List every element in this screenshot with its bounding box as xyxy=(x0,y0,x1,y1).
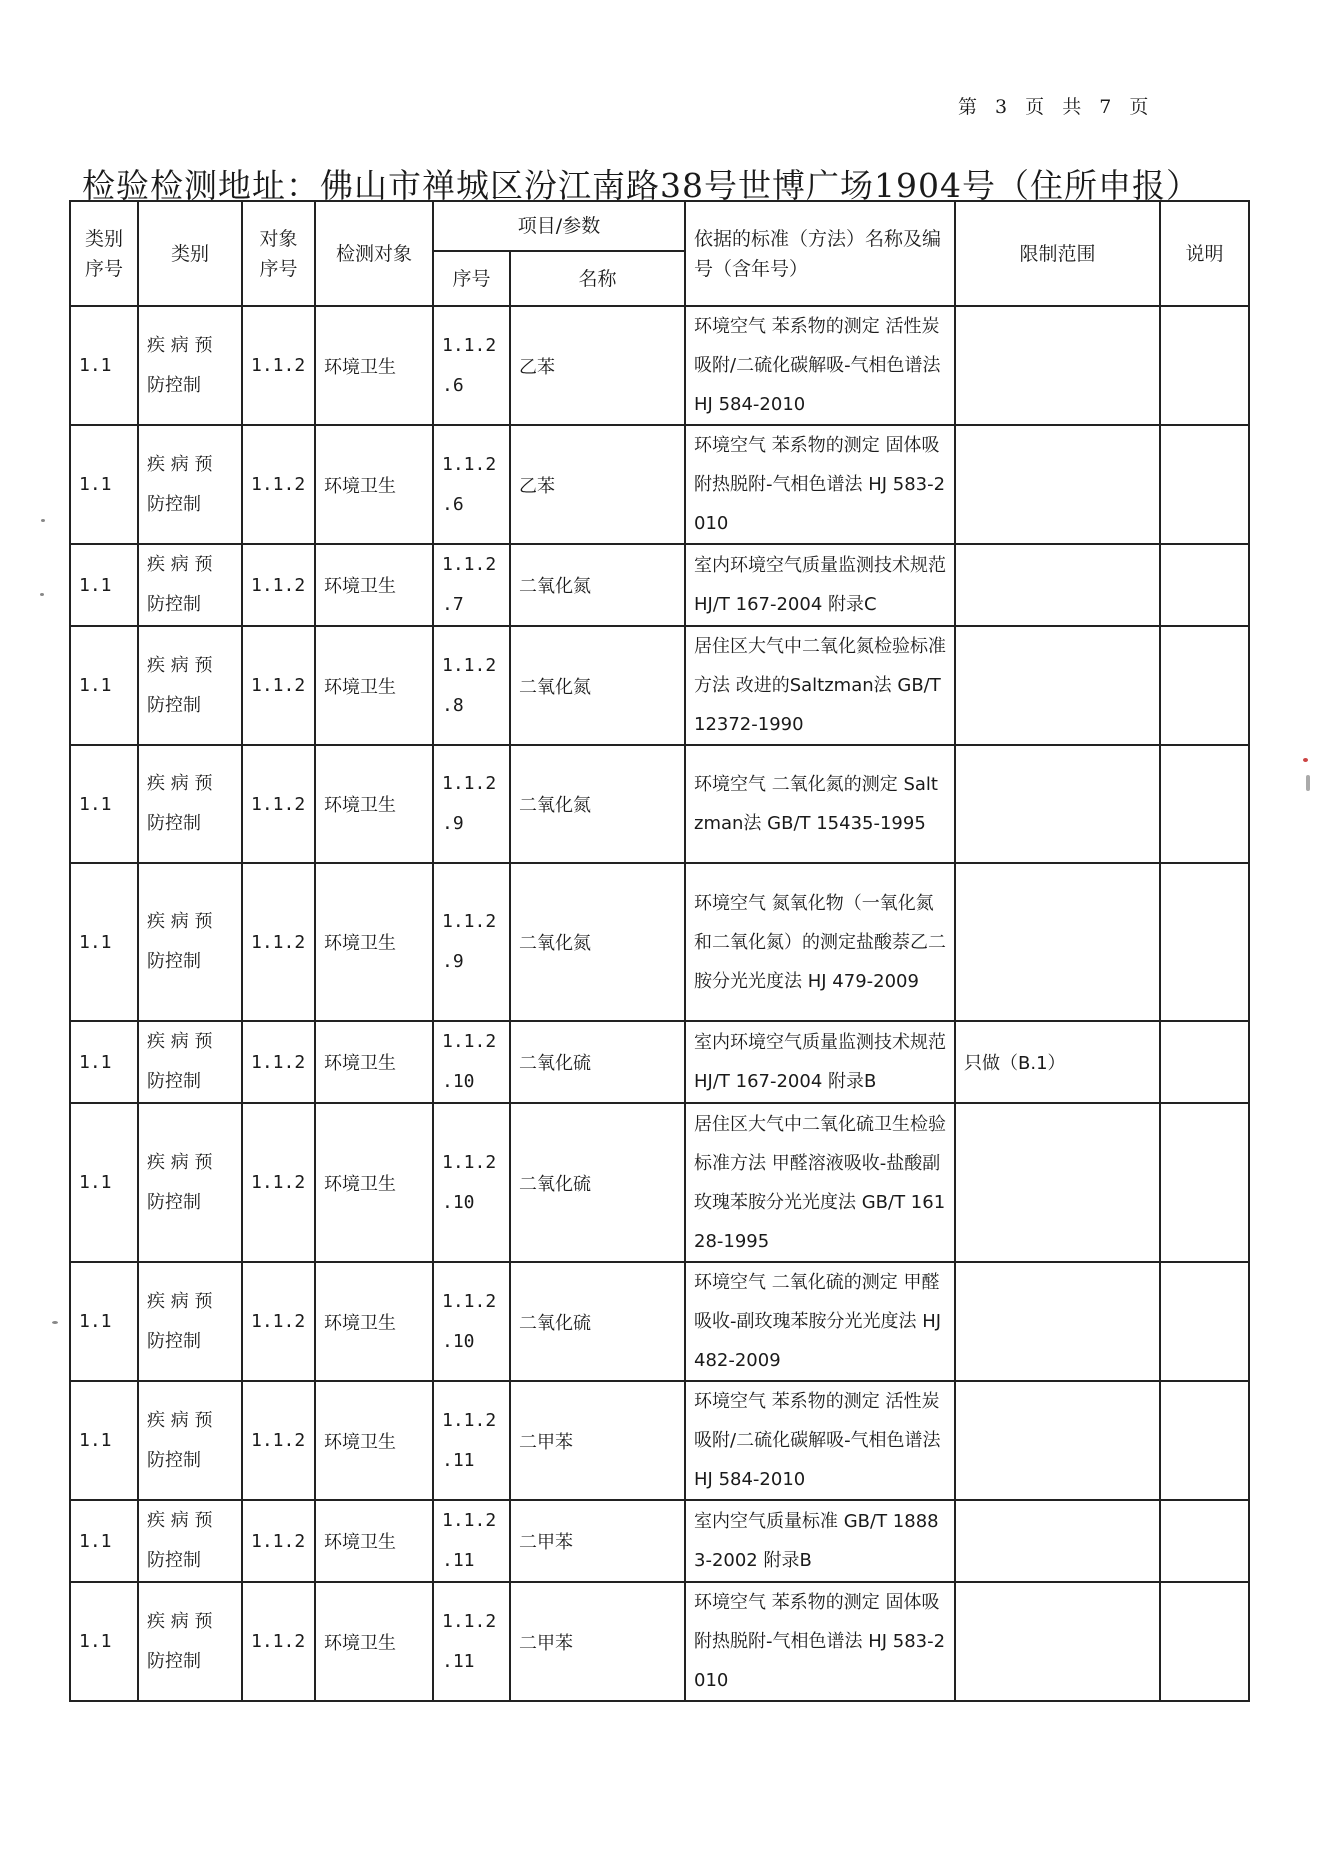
cell-name: 二氧化氮 xyxy=(510,626,685,745)
cell-object: 环境卫生 xyxy=(315,544,433,626)
cell-limit xyxy=(955,1262,1160,1381)
cell-category-no: 1.1 xyxy=(70,425,138,544)
cell-category-no: 1.1 xyxy=(70,1262,138,1381)
cell-standard: 室内环境空气质量监测技术规范 HJ/T 167-2004 附录C xyxy=(685,544,955,626)
page-title: 检验检测地址：佛山市禅城区汾江南路38号世博广场1904号（住所申报） xyxy=(82,166,1200,205)
header-limit: 限制范围 xyxy=(955,201,1160,306)
cell-category-no: 1.1 xyxy=(70,1381,138,1500)
cell-note xyxy=(1160,1582,1249,1701)
cell-seq: 1.1.2 .11 xyxy=(433,1500,510,1582)
table-row xyxy=(70,306,1249,425)
cell-limit xyxy=(955,306,1160,425)
cell-note xyxy=(1160,544,1249,626)
cell-object-no: 1.1.2 xyxy=(242,544,315,626)
cell-object: 环境卫生 xyxy=(315,1021,433,1103)
header-object-no: 对象序号 xyxy=(242,201,315,306)
cell-standard: 居住区大气中二氧化硫卫生检验标准方法 甲醛溶液吸收-盐酸副玫瑰苯胺分光光度法 GB/T 16128-1995 xyxy=(685,1103,955,1262)
scan-speck xyxy=(40,593,44,596)
table-row xyxy=(70,745,1249,863)
header-name: 名称 xyxy=(510,251,685,306)
cell-object-no: 1.1.2 xyxy=(242,1021,315,1103)
cell-object-no: 1.1.2 xyxy=(242,306,315,425)
cell-object-no: 1.1.2 xyxy=(242,1103,315,1262)
header-note: 说明 xyxy=(1160,201,1249,306)
cell-standard: 室内环境空气质量监测技术规范 HJ/T 167-2004 附录B xyxy=(685,1021,955,1103)
cell-object: 环境卫生 xyxy=(315,1103,433,1262)
table-row xyxy=(70,1582,1249,1701)
table-row xyxy=(70,1021,1249,1103)
cell-note xyxy=(1160,425,1249,544)
cell-category-no: 1.1 xyxy=(70,626,138,745)
cell-name: 二氧化硫 xyxy=(510,1103,685,1262)
scan-speck xyxy=(1306,775,1310,791)
table-row xyxy=(70,1381,1249,1500)
cell-category: 疾 病 预 防控制 xyxy=(138,1500,242,1582)
cell-category: 疾 病 预 防控制 xyxy=(138,863,242,1021)
cell-category: 疾 病 预 防控制 xyxy=(138,1103,242,1262)
cell-category-no: 1.1 xyxy=(70,544,138,626)
cell-note xyxy=(1160,626,1249,745)
cell-note xyxy=(1160,306,1249,425)
cell-category: 疾 病 预 防控制 xyxy=(138,1021,242,1103)
cell-seq: 1.1.2 .9 xyxy=(433,863,510,1021)
cell-category-no: 1.1 xyxy=(70,1582,138,1701)
cell-limit xyxy=(955,425,1160,544)
header-seq: 序号 xyxy=(433,251,510,306)
cell-object: 环境卫生 xyxy=(315,1582,433,1701)
cell-name: 二氧化氮 xyxy=(510,745,685,863)
cell-name: 二甲苯 xyxy=(510,1582,685,1701)
cell-note xyxy=(1160,745,1249,863)
cell-object-no: 1.1.2 xyxy=(242,425,315,544)
cell-category: 疾 病 预 防控制 xyxy=(138,544,242,626)
header-category: 类别 xyxy=(138,201,242,306)
scan-speck xyxy=(1303,758,1308,762)
table-row xyxy=(70,544,1249,626)
cell-category-no: 1.1 xyxy=(70,1021,138,1103)
cell-category: 疾 病 预 防控制 xyxy=(138,1381,242,1500)
cell-name: 二氧化氮 xyxy=(510,544,685,626)
cell-object-no: 1.1.2 xyxy=(242,863,315,1021)
cell-object: 环境卫生 xyxy=(315,863,433,1021)
cell-name: 二甲苯 xyxy=(510,1500,685,1582)
cell-seq: 1.1.2 .11 xyxy=(433,1582,510,1701)
cell-note xyxy=(1160,863,1249,1021)
header-standard: 依据的标准（方法）名称及编号（含年号） xyxy=(685,201,955,306)
cell-seq: 1.1.2 .6 xyxy=(433,425,510,544)
cell-standard: 环境空气 苯系物的测定 固体吸附热脱附-气相色谱法 HJ 583-2010 xyxy=(685,1582,955,1701)
table-row xyxy=(70,1500,1249,1582)
cell-category-no: 1.1 xyxy=(70,1103,138,1262)
cell-name: 二氧化硫 xyxy=(510,1262,685,1381)
cell-category: 疾 病 预 防控制 xyxy=(138,745,242,863)
cell-object-no: 1.1.2 xyxy=(242,1381,315,1500)
cell-limit xyxy=(955,863,1160,1021)
cell-object-no: 1.1.2 xyxy=(242,626,315,745)
cell-name: 乙苯 xyxy=(510,425,685,544)
cell-seq: 1.1.2 .10 xyxy=(433,1103,510,1262)
cell-object: 环境卫生 xyxy=(315,1262,433,1381)
cell-object: 环境卫生 xyxy=(315,425,433,544)
cell-object-no: 1.1.2 xyxy=(242,1582,315,1701)
cell-category: 疾 病 预 防控制 xyxy=(138,1582,242,1701)
cell-name: 乙苯 xyxy=(510,306,685,425)
cell-limit: 只做（B.1） xyxy=(955,1021,1160,1103)
cell-limit xyxy=(955,1500,1160,1582)
cell-object: 环境卫生 xyxy=(315,1500,433,1582)
cell-name: 二氧化硫 xyxy=(510,1021,685,1103)
cell-category: 疾 病 预 防控制 xyxy=(138,626,242,745)
table-row xyxy=(70,1103,1249,1262)
cell-limit xyxy=(955,1381,1160,1500)
cell-limit xyxy=(955,745,1160,863)
header-item-param: 项目/参数 xyxy=(433,201,685,251)
cell-object: 环境卫生 xyxy=(315,745,433,863)
cell-note xyxy=(1160,1381,1249,1500)
header-object: 检测对象 xyxy=(315,201,433,306)
table-row xyxy=(70,626,1249,745)
cell-object-no: 1.1.2 xyxy=(242,745,315,863)
cell-standard: 环境空气 二氧化硫的测定 甲醛吸收-副玫瑰苯胺分光光度法 HJ 482-2009 xyxy=(685,1262,955,1381)
cell-standard: 环境空气 氮氧化物（一氧化氮和二氧化氮）的测定盐酸萘乙二胺分光光度法 HJ 479-2009 xyxy=(685,863,955,1021)
cell-object-no: 1.1.2 xyxy=(242,1500,315,1582)
cell-limit xyxy=(955,544,1160,626)
cell-category: 疾 病 预 防控制 xyxy=(138,425,242,544)
cell-standard: 环境空气 苯系物的测定 活性炭吸附/二硫化碳解吸-气相色谱法 HJ 584-2010 xyxy=(685,306,955,425)
cell-limit xyxy=(955,1103,1160,1262)
cell-seq: 1.1.2 .6 xyxy=(433,306,510,425)
cell-standard: 环境空气 二氧化氮的测定 Saltzman法 GB/T 15435-1995 xyxy=(685,745,955,863)
cell-note xyxy=(1160,1103,1249,1262)
cell-limit xyxy=(955,1582,1160,1701)
cell-seq: 1.1.2 .10 xyxy=(433,1021,510,1103)
cell-note xyxy=(1160,1262,1249,1381)
cell-seq: 1.1.2 .10 xyxy=(433,1262,510,1381)
table-row xyxy=(70,863,1249,1021)
cell-standard: 居住区大气中二氧化氮检验标准方法 改进的Saltzman法 GB/T 12372-1990 xyxy=(685,626,955,745)
cell-standard: 环境空气 苯系物的测定 固体吸附热脱附-气相色谱法 HJ 583-2010 xyxy=(685,425,955,544)
cell-name: 二甲苯 xyxy=(510,1381,685,1500)
cell-limit xyxy=(955,626,1160,745)
page-number: 第 3 页 共 7 页 xyxy=(958,96,1155,118)
cell-seq: 1.1.2 .7 xyxy=(433,544,510,626)
cell-object-no: 1.1.2 xyxy=(242,1262,315,1381)
cell-standard: 环境空气 苯系物的测定 活性炭吸附/二硫化碳解吸-气相色谱法 HJ 584-2010 xyxy=(685,1381,955,1500)
cell-seq: 1.1.2 .11 xyxy=(433,1381,510,1500)
cell-object: 环境卫生 xyxy=(315,1381,433,1500)
cell-standard: 室内空气质量标准 GB/T 18883-2002 附录B xyxy=(685,1500,955,1582)
cell-category: 疾 病 预 防控制 xyxy=(138,306,242,425)
header-category-no: 类别序号 xyxy=(70,201,138,306)
cell-seq: 1.1.2 .9 xyxy=(433,745,510,863)
cell-category-no: 1.1 xyxy=(70,745,138,863)
cell-name: 二氧化氮 xyxy=(510,863,685,1021)
cell-seq: 1.1.2 .8 xyxy=(433,626,510,745)
cell-note xyxy=(1160,1021,1249,1103)
cell-category-no: 1.1 xyxy=(70,863,138,1021)
cell-category-no: 1.1 xyxy=(70,306,138,425)
cell-category-no: 1.1 xyxy=(70,1500,138,1582)
scan-speck xyxy=(52,1321,58,1324)
cell-category: 疾 病 预 防控制 xyxy=(138,1262,242,1381)
scan-speck xyxy=(41,519,45,522)
cell-object: 环境卫生 xyxy=(315,306,433,425)
table-row xyxy=(70,425,1249,544)
cell-object: 环境卫生 xyxy=(315,626,433,745)
cell-note xyxy=(1160,1500,1249,1582)
scope-table xyxy=(69,200,1250,1702)
table-row xyxy=(70,1262,1249,1381)
